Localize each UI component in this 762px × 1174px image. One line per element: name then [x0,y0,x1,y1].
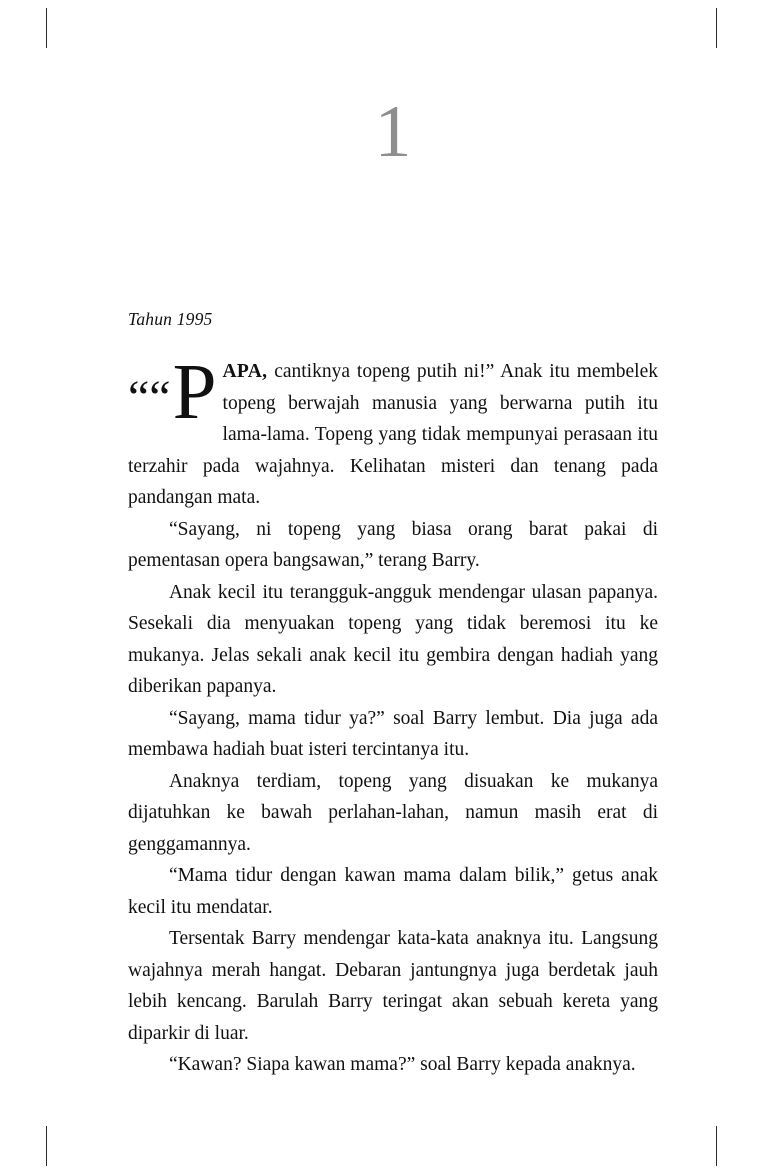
paragraph-2: “Sayang, ni topeng yang biasa orang barat pakai di pementasan opera bangsawan,” terang Barry. [128,518,658,571]
paragraph-1-text: cantiknya topeng putih ni!” Anak itu membelek topeng berwajah manusia yang berwarna putih itu lama-lama. Topeng yang tidak mempunyai perasaan itu terzahir pada wajahnya. Kelihatan misteri dan tenang pada pandangan mata. [128,361,658,508]
paragraph-1 [128,349,658,514]
paragraph-3: Anak kecil itu terangguk-angguk mendengar ulasan papanya. Sesekali dia menyuakan topeng yang tidak beremosi itu ke mukanya. Jelas sekali anak kecil itu gembira dengan hadiah yang diberikan papanya. [128,581,658,697]
crop-mark-top-right [716,8,717,48]
first-word-smallcaps: APA, [222,361,268,382]
crop-mark-bottom-left [46,1126,47,1166]
body-text [128,349,658,1081]
paragraph-8: “Kawan? Siapa kawan mama?” soal Barry kepada anaknya. [168,1054,636,1075]
open-quote: ““ [128,371,171,424]
paragraph-5: Anaknya terdiam, topeng yang disuakan ke mukanya dijatuhkan ke bawah perlahan-lahan, namun masih erat di genggamannya. [128,770,658,855]
paragraph-6: “Mama tidur dengan kawan mama dalam bilik,” getus anak kecil itu mendatar. [128,865,658,918]
paragraph-4: “Sayang, mama tidur ya?” soal Barry lembut. Dia juga ada membawa hadiah buat isteri tercintanya itu. [128,707,658,760]
page-content [128,0,658,1174]
crop-mark-top-left [46,8,47,48]
chapter-number: 1 [374,91,412,173]
scene-label: Tahun 1995 [128,309,213,329]
crop-mark-bottom-right [716,1126,717,1166]
drop-cap: P [172,349,217,436]
paragraph-7: Tersentak Barry mendengar kata-kata anaknya itu. Langsung wajahnya merah hangat. Debaran jantungnya juga berdetak jauh lebih kencang. Barulah Barry teringat akan sebuah kereta yang diparkir di luar. [128,928,658,1044]
